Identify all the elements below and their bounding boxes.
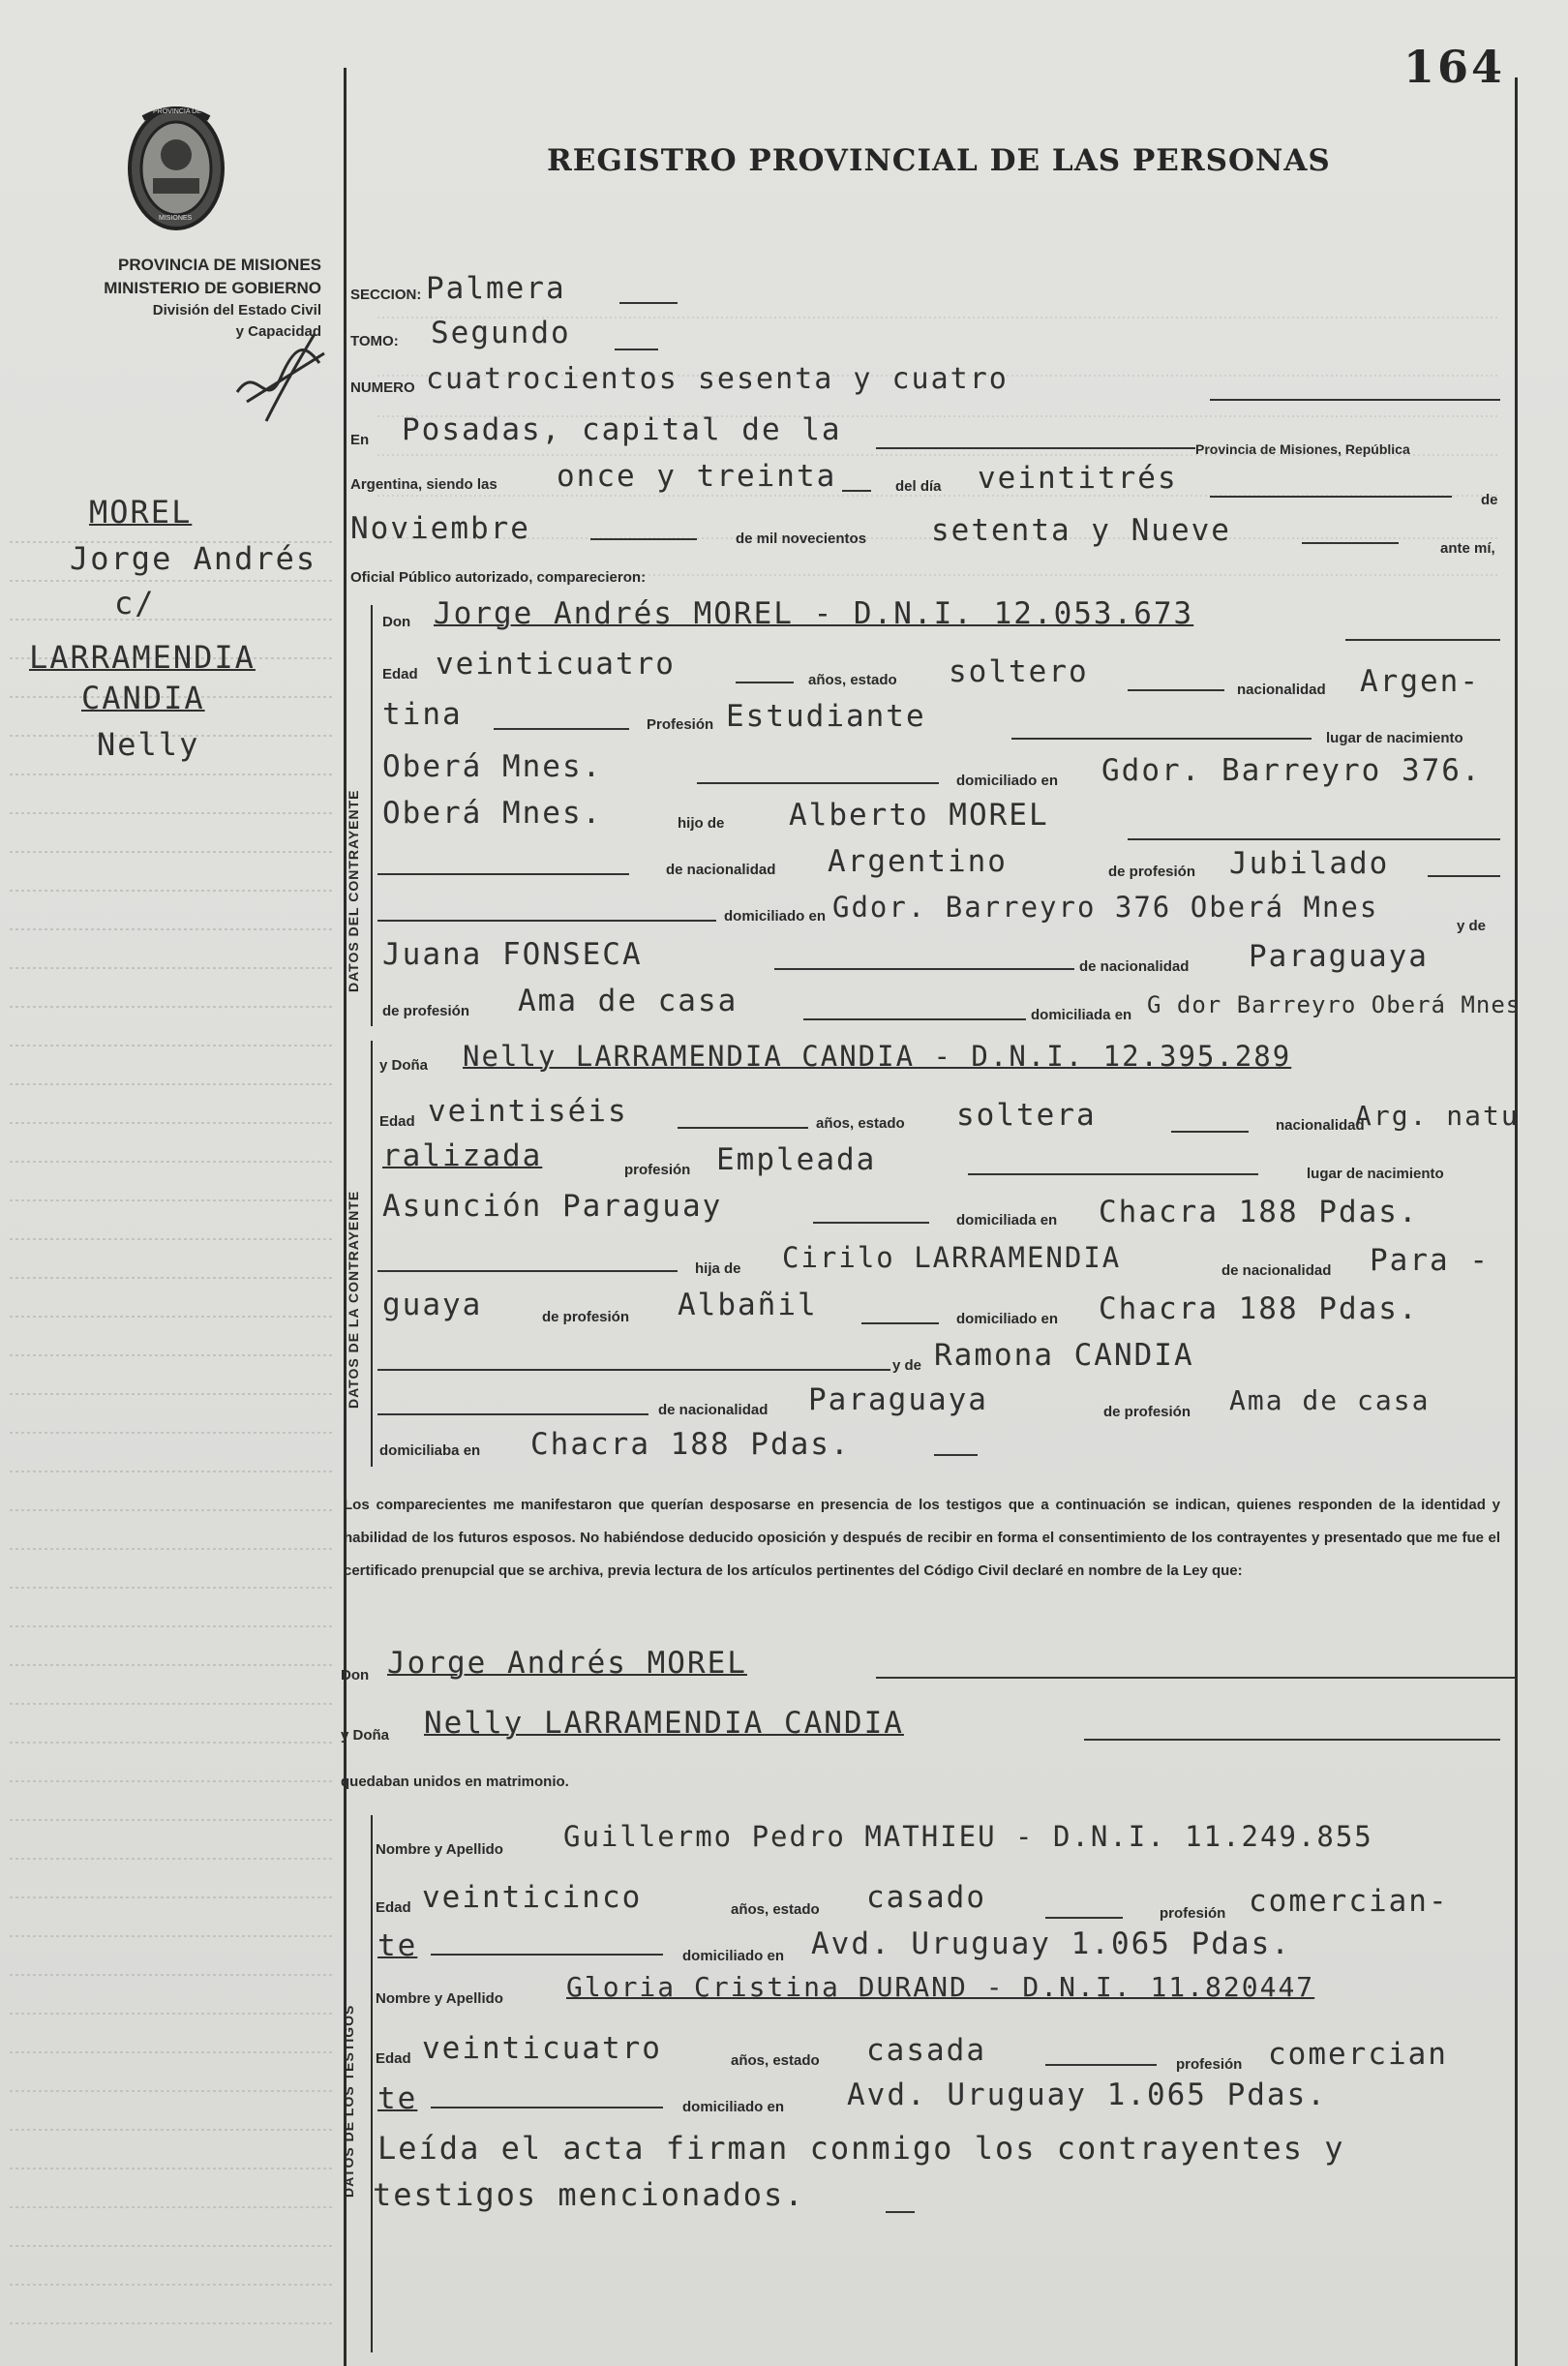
value-t1-prof-a: comercian-: [1249, 1884, 1449, 1919]
value-bride-prof: Empleada: [716, 1142, 877, 1177]
label-bride-father-prof: de profesión: [542, 1309, 630, 1325]
fill-bride-mother-lead: [377, 1369, 890, 1371]
side-label-contrayente: DATOS DEL CONTRAYENTE: [346, 789, 361, 992]
document-title: REGISTRO PROVINCIAL DE LAS PERSONAS: [547, 143, 1331, 178]
label-groom-estado: años, estado: [808, 672, 897, 688]
value-bride-estado: soltera: [956, 1098, 1097, 1133]
province-seal: [124, 99, 228, 234]
value-groom-nac-b: tina: [382, 697, 463, 732]
value-tomo: Segundo: [431, 316, 571, 350]
label-t2-nombre: Nombre y Apellido: [376, 1990, 503, 2007]
label-bride-edad: Edad: [379, 1113, 415, 1130]
fill-bride-estado: [1171, 1131, 1249, 1133]
fill-bride-hija-lead: [377, 1270, 678, 1272]
label-tomo: TOMO:: [350, 333, 399, 349]
label-bride-prof: profesión: [624, 1162, 691, 1178]
value-t1-nombre: Guillermo Pedro MATHIEU - D.N.I. 11.249.855: [563, 1820, 1373, 1853]
label-groom-father-prof: de profesión: [1108, 864, 1196, 880]
value-groom-father: Alberto MOREL: [789, 798, 1049, 833]
value-bride-lugar: Asunción Paraguay: [382, 1189, 723, 1224]
fill-bride-edad: [678, 1127, 808, 1129]
label-bride-mother-nac: de nacionalidad: [658, 1402, 769, 1418]
value-dia: veintitrés: [978, 461, 1178, 496]
value-bride-name: Nelly LARRAMENDIA CANDIA - D.N.I. 12.395.289: [463, 1040, 1292, 1073]
value-t1-dom: Avd. Uruguay 1.065 Pdas.: [811, 1926, 1291, 1961]
value-t1-estado: casado: [866, 1880, 986, 1915]
value-bride-dom: Chacra 188 Pdas.: [1099, 1195, 1419, 1229]
fill-dia: [1210, 496, 1452, 498]
fill-closing: [886, 2211, 915, 2213]
official-signature: [227, 324, 334, 431]
label-de-mil: de mil novecientos: [736, 531, 867, 547]
margin-bride-given: Nelly: [97, 726, 200, 763]
fill-mes: [590, 538, 697, 540]
value-bride-nac-a: Arg. natu: [1355, 1100, 1520, 1132]
label-t1-nombre: Nombre y Apellido: [376, 1841, 503, 1858]
label-t1-estado: años, estado: [731, 1901, 820, 1918]
value-bride-father-prof: Albañil: [678, 1288, 818, 1322]
seal-text-bottom: MISIONES: [159, 215, 193, 222]
label-bride-father-nac: de nacionalidad: [1221, 1262, 1332, 1279]
value-groom-father-dom: Gdor. Barreyro 376 Oberá Mnes: [832, 891, 1379, 924]
fill-groom-edad: [736, 682, 794, 683]
label-bride-y-de: y de: [892, 1357, 922, 1374]
label-groom-prof: Profesión: [647, 716, 714, 733]
testigos-bracket: [371, 1815, 373, 2352]
label-bride-dom: domiciliada en: [956, 1212, 1058, 1228]
label-bride-estado: años, estado: [816, 1115, 905, 1132]
margin-bride-surname-2: CANDIA: [81, 680, 205, 716]
label-groom-nac: nacionalidad: [1237, 682, 1326, 698]
value-anio: setenta y Nueve: [931, 513, 1231, 548]
fill-hora: [842, 490, 871, 492]
label-don: Don: [382, 614, 411, 630]
label-numero: NUMERO: [350, 379, 415, 396]
label-groom-dom: domiciliado en: [956, 773, 1059, 789]
right-margin-rule: [1515, 77, 1518, 2366]
value-bride-mother-dom: Chacra 188 Pdas.: [530, 1427, 851, 1462]
fill-bride-father-prof: [861, 1322, 939, 1324]
value-t2-nombre: Gloria Cristina DURAND - D.N.I. 11.820447: [566, 1971, 1315, 2003]
side-label-testigos: DATOS DE LOS TESTIGOS: [341, 2004, 356, 2198]
label-groom-father-nac: de nacionalidad: [666, 862, 776, 878]
label-t2-estado: años, estado: [731, 2052, 820, 2069]
value-groom-dom-b: Oberá Mnes.: [382, 796, 603, 831]
value-t2-prof-b: te: [377, 2081, 418, 2116]
contrayente-bracket: [371, 605, 373, 1026]
label-bride-hija: hija de: [695, 1260, 741, 1277]
value-groom-edad: veinticuatro: [436, 647, 676, 682]
value-bride-mother: Ramona CANDIA: [934, 1338, 1194, 1373]
label-groom-y-de: y de: [1457, 918, 1487, 934]
fill-groom-father: [1128, 838, 1500, 840]
value-bride-father-nac-b: guaya: [382, 1288, 483, 1322]
fill-union-don: [876, 1677, 1515, 1679]
label-groom-mother-nac: de nacionalidad: [1079, 958, 1190, 975]
label-union-dona: y Doña: [341, 1727, 390, 1744]
fill-t2-estado: [1045, 2064, 1157, 2066]
fill-seccion: [619, 302, 678, 304]
value-t2-dom: Avd. Uruguay 1.065 Pdas.: [847, 2078, 1327, 2112]
fill-groom-estado: [1128, 689, 1224, 691]
value-groom-nac-a: Argen-: [1360, 664, 1480, 699]
label-dona: y Doña: [379, 1057, 429, 1074]
fill-groom-mother: [774, 968, 1074, 970]
label-de: de: [1481, 492, 1498, 508]
fill-union-dona: [1084, 1739, 1500, 1741]
value-groom-dom: Gdor. Barreyro 376.: [1101, 753, 1482, 788]
value-union-don: Jorge Andrés MOREL: [387, 1646, 747, 1681]
value-bride-father-dom: Chacra 188 Pdas.: [1099, 1291, 1419, 1326]
fill-bride-prof: [968, 1173, 1258, 1175]
label-union-don: Don: [341, 1667, 370, 1684]
office-capacity: y Capacidad: [235, 323, 321, 340]
office-ministry: MINISTERIO DE GOBIERNO: [104, 279, 321, 297]
value-t2-edad: veinticuatro: [422, 2031, 662, 2066]
label-en: En: [350, 432, 370, 448]
fill-t1-estado: [1045, 1917, 1123, 1919]
fill-bride-lugar: [813, 1222, 929, 1224]
margin-conj: c/: [114, 585, 156, 622]
value-seccion: Palmera: [426, 271, 566, 306]
value-bride-mother-prof: Ama de casa: [1229, 1384, 1431, 1416]
value-bride-edad: veintiséis: [428, 1094, 628, 1129]
label-groom-mother-prof: de profesión: [382, 1003, 470, 1019]
label-bride-nac: nacionalidad: [1276, 1117, 1365, 1134]
value-bride-mother-nac: Paraguaya: [808, 1382, 988, 1417]
label-bride-father-dom: domiciliado en: [956, 1311, 1059, 1327]
value-groom-estado: soltero: [949, 654, 1089, 689]
label-t1-edad: Edad: [376, 1899, 411, 1916]
side-label-contrayenta: DATOS DE LA CONTRAYENTE: [346, 1190, 361, 1409]
value-bride-nac-b: ralizada: [382, 1138, 543, 1173]
value-groom-father-prof: Jubilado: [1229, 846, 1390, 881]
margin-surname: MOREL: [89, 494, 193, 531]
label-groom-edad: Edad: [382, 666, 418, 682]
folio-number: 164: [1403, 41, 1506, 93]
label-groom-mother-dom: domiciliada en: [1031, 1007, 1132, 1023]
fill-bride-mother-nac-lead: [377, 1413, 648, 1415]
fill-groom-lugar: [697, 782, 939, 784]
value-groom-father-nac: Argentino: [828, 844, 1008, 879]
label-t1-dom: domiciliado en: [682, 1948, 785, 1964]
value-t1-prof-b: te: [377, 1928, 418, 1963]
contrayenta-bracket: [371, 1041, 373, 1467]
value-groom-mother-prof: Ama de casa: [518, 984, 739, 1018]
office-province: PROVINCIA DE MISIONES: [117, 256, 321, 274]
fill-groom-mother-prof: [803, 1018, 1026, 1020]
closing-line-2: testigos mencionados.: [373, 2176, 805, 2213]
label-t2-dom: domiciliado en: [682, 2099, 785, 2115]
label-bride-lugar: lugar de nacimiento: [1307, 1166, 1444, 1182]
value-t2-estado: casada: [866, 2033, 986, 2068]
declaration-text: Los comparecientes me manifestaron que querían desposarse en presencia de los testigos que a continuación se indican, quienes responden de la identidad y habilidad de los futuros esposos. No habiéndose deducido oposición y después de recibir en forma el consentimiento de los contrayentes y presentado que me fue el certificado prenupcial que se archiva, previa lectura de los artículos pertinentes del Código Civil declaré en nombre de la Ley que:: [344, 1497, 1500, 1579]
value-bride-father-nac-a: Para -: [1370, 1243, 1490, 1278]
value-groom-lugar: Oberá Mnes.: [382, 749, 603, 784]
label-t2-prof: profesión: [1176, 2056, 1243, 2073]
label-groom-lugar: lugar de nacimiento: [1326, 730, 1463, 746]
label-del-dia: del día: [895, 478, 942, 495]
fill-groom-father-nac-lead: [377, 873, 629, 875]
value-groom-name: Jorge Andrés MOREL - D.N.I. 12.053.673: [434, 596, 1194, 631]
value-en: Posadas, capital de la: [402, 412, 842, 447]
value-bride-father: Cirilo LARRAMENDIA: [782, 1241, 1122, 1274]
fill-en: [876, 447, 1195, 449]
label-groom-father-dom: domiciliado en: [724, 908, 827, 925]
fill-bride-mother-dom: [934, 1454, 978, 1456]
fill-t2-prof-b: [431, 2107, 663, 2108]
closing-line-1: Leída el acta firman conmigo los contrayentes y: [377, 2130, 1345, 2167]
office-division: División del Estado Civil: [152, 302, 321, 318]
fill-numero: [1210, 399, 1500, 401]
value-groom-mother-dom: G dor Barreyro Oberá Mnes: [1147, 991, 1522, 1018]
fill-anio: [1302, 542, 1399, 544]
label-oficial: Oficial Público autorizado, comparecieron:: [350, 569, 647, 586]
fill-groom-father-dom-lead: [377, 920, 716, 922]
label-groom-hijo: hijo de: [678, 815, 725, 832]
label-seccion: SECCION:: [350, 287, 422, 303]
fill-tomo: [615, 349, 658, 350]
label-bride-mother-prof: de profesión: [1103, 1404, 1191, 1420]
margin-given-name: Jorge Andrés: [70, 540, 317, 577]
value-groom-mother: Juana FONSECA: [382, 937, 643, 972]
label-t2-edad: Edad: [376, 2050, 411, 2067]
margin-bride-surname: LARRAMENDIA: [29, 639, 256, 676]
label-argentina: Argentina, siendo las: [350, 476, 498, 493]
fill-groom-father-prof: [1428, 875, 1500, 877]
value-t2-prof-a: comercian: [1268, 2037, 1448, 2072]
value-mes: Noviembre: [350, 511, 530, 546]
value-numero: cuatrocientos sesenta y cuatro: [426, 362, 1009, 396]
value-union-dona: Nelly LARRAMENDIA CANDIA: [424, 1706, 904, 1741]
value-groom-prof: Estudiante: [726, 699, 926, 734]
value-t1-edad: veinticinco: [422, 1880, 643, 1915]
seal-text-top: PROVINCIA DE: [153, 108, 201, 115]
fill-groom-prof: [1011, 738, 1312, 740]
label-ante: ante mí,: [1440, 540, 1495, 557]
value-groom-mother-nac: Paraguaya: [1249, 939, 1429, 974]
label-t1-prof: profesión: [1160, 1905, 1226, 1922]
value-hora: once y treinta: [557, 459, 837, 494]
fill-groom-name: [1345, 639, 1500, 641]
label-bride-mother-dom: domiciliaba en: [379, 1442, 481, 1459]
label-union-unidos: quedaban unidos en matrimonio.: [341, 1774, 569, 1790]
fill-groom-nac-b: [494, 728, 629, 730]
label-provincia: Provincia de Misiones, República: [1195, 441, 1410, 457]
fill-t1-prof-b: [431, 1954, 663, 1956]
